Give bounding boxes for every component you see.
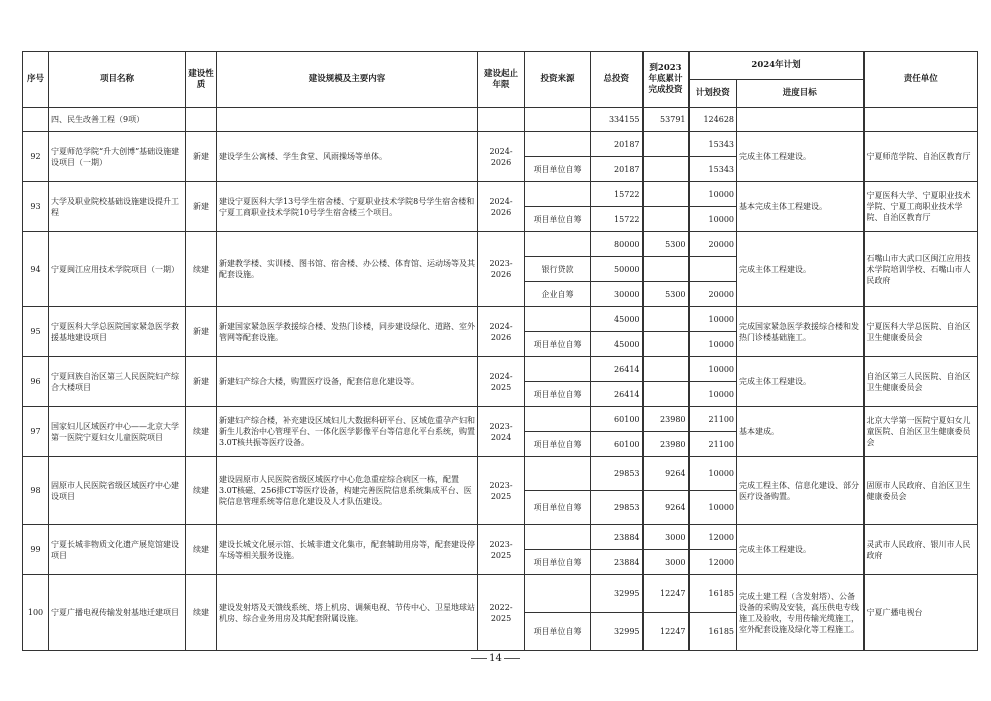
funding-source: 银行贷款 [525, 257, 591, 282]
funding-source [525, 232, 591, 257]
progress-target: 完成土建工程（含发射塔）、公备设备的采购及安装，高压供电专线施工及验收，专用传输光缆施工，室外配套设施及绿化等工程施工。 [737, 575, 864, 651]
total-investment: 30000 [591, 282, 643, 307]
plan-investment: 10000 [689, 457, 737, 491]
plan-investment: 20000 [689, 282, 737, 307]
project-seq: 92 [23, 132, 49, 182]
total-investment: 20187 [591, 157, 643, 182]
table-row [23, 132, 978, 157]
funding-source: 项目单位自筹 [525, 207, 591, 232]
cumulative-investment [643, 182, 689, 207]
cumulative-investment [643, 207, 689, 232]
total-investment: 26414 [591, 382, 643, 407]
project-seq: 100 [23, 575, 49, 651]
funding-source: 项目单位自筹 [525, 432, 591, 457]
progress-target: 基本建成。 [737, 407, 864, 457]
cumulative-investment [643, 307, 689, 332]
table-row [23, 525, 978, 550]
project-period: 2024-2026 [478, 182, 525, 232]
project-period: 2024-2026 [478, 132, 525, 182]
cumulative-investment [643, 132, 689, 157]
plan-investment [689, 257, 737, 282]
section-title: 四、民生改善工程（9项） [49, 108, 186, 132]
table-row [23, 575, 978, 613]
funding-source [525, 357, 591, 382]
cumulative-investment: 12247 [643, 613, 689, 651]
project-seq: 97 [23, 407, 49, 457]
plan-investment: 16185 [689, 613, 737, 651]
cumulative-investment: 3000 [643, 550, 689, 575]
plan-investment: 10000 [689, 207, 737, 232]
section-plan: 124628 [689, 108, 737, 132]
total-investment: 29853 [591, 491, 643, 525]
header-name: 项目名称 [49, 52, 186, 108]
project-name: 宁夏回族自治区第三人民医院妇产综合大楼项目 [49, 357, 186, 407]
project-nature: 续建 [186, 407, 217, 457]
cumulative-investment [643, 257, 689, 282]
table-row [23, 407, 978, 432]
table-row [23, 357, 978, 382]
cumulative-investment: 9264 [643, 457, 689, 491]
project-nature: 续建 [186, 232, 217, 307]
total-investment: 32995 [591, 575, 643, 613]
header-plan-group: 2024年计划 [689, 52, 864, 80]
project-nature: 续建 [186, 525, 217, 575]
total-investment: 23884 [591, 525, 643, 550]
plan-investment: 10000 [689, 182, 737, 207]
funding-source [525, 525, 591, 550]
funding-source [525, 307, 591, 332]
progress-target: 完成主体工程建设。 [737, 525, 864, 575]
cumulative-investment: 12247 [643, 575, 689, 613]
plan-investment: 10000 [689, 357, 737, 382]
responsible-unit: 北京大学第一医院宁夏妇女儿童医院、自治区卫生健康委员会 [864, 407, 978, 457]
funding-source [525, 407, 591, 432]
total-investment: 23884 [591, 550, 643, 575]
total-investment: 80000 [591, 232, 643, 257]
project-period: 2023-2024 [478, 407, 525, 457]
project-period: 2023-2026 [478, 232, 525, 307]
section-total: 334155 [591, 108, 643, 132]
project-seq: 95 [23, 307, 49, 357]
project-nature: 新建 [186, 357, 217, 407]
plan-investment: 10000 [689, 382, 737, 407]
project-name: 宁夏师范学院“升大创博”基础设施建设项目（一期） [49, 132, 186, 182]
header-source: 投资来源 [525, 52, 591, 108]
cumulative-investment: 23980 [643, 432, 689, 457]
responsible-unit: 宁夏医科大学、宁夏职业技术学院、宁夏工商职业技术学院、自治区教育厅 [864, 182, 978, 232]
total-investment: 50000 [591, 257, 643, 282]
total-investment: 26414 [591, 357, 643, 382]
total-investment: 45000 [591, 307, 643, 332]
page-number: 14 [489, 653, 502, 664]
plan-investment: 21100 [689, 407, 737, 432]
header-content: 建设规模及主要内容 [217, 52, 478, 108]
section-row [23, 108, 978, 132]
table-row [23, 307, 978, 332]
cumulative-investment: 5300 [643, 232, 689, 257]
cumulative-investment [643, 157, 689, 182]
page-footer [0, 653, 991, 664]
cumulative-investment: 3000 [643, 525, 689, 550]
section-cumulative: 53791 [643, 108, 689, 132]
project-content: 建设学生公寓楼、学生食堂、风雨操场等单体。 [217, 132, 478, 182]
responsible-unit: 宁夏广播电视台 [864, 575, 978, 651]
total-investment: 60100 [591, 432, 643, 457]
plan-investment: 10000 [689, 307, 737, 332]
plan-investment: 10000 [689, 491, 737, 525]
project-nature: 新建 [186, 132, 217, 182]
project-content: 新建教学楼、实训楼、图书馆、宿舍楼、办公楼、体育馆、运动场等及其配套设施。 [217, 232, 478, 307]
project-name: 宁夏医科大学总医院国家紧急医学救援基地建设项目 [49, 307, 186, 357]
table-row [23, 232, 978, 257]
responsible-unit: 宁夏师范学院、自治区教育厅 [864, 132, 978, 182]
project-nature: 新建 [186, 182, 217, 232]
funding-source [525, 132, 591, 157]
cumulative-investment: 5300 [643, 282, 689, 307]
responsible-unit: 固原市人民政府、自治区卫生健康委员会 [864, 457, 978, 525]
project-nature: 续建 [186, 575, 217, 651]
progress-target: 完成工程主体、信息化建设、部分医疗设备购置。 [737, 457, 864, 525]
table-row [23, 182, 978, 207]
funding-source: 项目单位自筹 [525, 550, 591, 575]
table-row [23, 457, 978, 491]
project-content: 建设宁夏医科大学13号学生宿舍楼、宁夏职业技术学院8号学生宿舍楼和宁夏工商职业技术学院10号学生宿舍楼三个项目。 [217, 182, 478, 232]
plan-investment: 10000 [689, 332, 737, 357]
project-content: 建设长城文化展示馆、长城非遗文化集市，配套辅助用房等，配套建设停车场等相关服务设施。 [217, 525, 478, 575]
project-name: 国家妇儿区域医疗中心——北京大学第一医院宁夏妇女儿童医院项目 [49, 407, 186, 457]
project-seq: 93 [23, 182, 49, 232]
project-table [22, 51, 978, 651]
project-name: 固原市人民医院省级区域医疗中心建设项目 [49, 457, 186, 525]
progress-target: 完成国家紧急医学救援综合楼和发热门诊楼基础施工。 [737, 307, 864, 357]
responsible-unit: 石嘴山市大武口区闽江应用技术学院培训学校、石嘴山市人民政府 [864, 232, 978, 307]
project-period: 2023-2025 [478, 457, 525, 525]
total-investment: 32995 [591, 613, 643, 651]
project-name: 宁夏闽江应用技术学院项目（一期） [49, 232, 186, 307]
header-total: 总投资 [591, 52, 643, 108]
responsible-unit: 灵武市人民政府、银川市人民政府 [864, 525, 978, 575]
plan-investment: 12000 [689, 550, 737, 575]
project-name: 宁夏长城非物质文化遗产展览馆建设项目 [49, 525, 186, 575]
funding-source: 企业自筹 [525, 282, 591, 307]
cumulative-investment [643, 357, 689, 382]
funding-source: 项目单位自筹 [525, 157, 591, 182]
project-seq: 98 [23, 457, 49, 525]
funding-source: 项目单位自筹 [525, 491, 591, 525]
header-cumulative: 到2023年底累计完成投资 [643, 52, 689, 108]
project-period: 2024-2025 [478, 357, 525, 407]
header-unit: 责任单位 [864, 52, 978, 108]
funding-source: 项目单位自筹 [525, 613, 591, 651]
plan-investment: 16185 [689, 575, 737, 613]
funding-source: 项目单位自筹 [525, 382, 591, 407]
plan-investment: 21100 [689, 432, 737, 457]
header-period: 建设起止年限 [478, 52, 525, 108]
progress-target: 完成主体工程建设。 [737, 232, 864, 307]
progress-target: 完成主体工程建设。 [737, 357, 864, 407]
plan-investment: 15343 [689, 132, 737, 157]
project-name: 宁夏广播电视传输发射基地迁建项目 [49, 575, 186, 651]
header-plan-invest: 计划投资 [689, 80, 737, 108]
total-investment: 29853 [591, 457, 643, 491]
project-seq: 96 [23, 357, 49, 407]
responsible-unit: 宁夏医科大学总医院、自治区卫生健康委员会 [864, 307, 978, 357]
cumulative-investment [643, 332, 689, 357]
total-investment: 20187 [591, 132, 643, 157]
project-seq: 99 [23, 525, 49, 575]
total-investment: 45000 [591, 332, 643, 357]
funding-source [525, 182, 591, 207]
cumulative-investment: 9264 [643, 491, 689, 525]
project-nature: 新建 [186, 307, 217, 357]
project-period: 2022-2025 [478, 575, 525, 651]
project-content: 建设发射塔及天馈线系统、塔上机房、调频电视、节传中心、卫星地球站机房、综合业务用房及其配套附属设施。 [217, 575, 478, 651]
plan-investment: 12000 [689, 525, 737, 550]
project-nature: 续建 [186, 457, 217, 525]
plan-investment: 20000 [689, 232, 737, 257]
project-content: 新建国家紧急医学救援综合楼、发热门诊楼，同步建设绿化、道路、室外管网等配套设施。 [217, 307, 478, 357]
cumulative-investment [643, 382, 689, 407]
responsible-unit: 自治区第三人民医院、自治区卫生健康委员会 [864, 357, 978, 407]
total-investment: 60100 [591, 407, 643, 432]
funding-source [525, 457, 591, 491]
funding-source [525, 575, 591, 613]
header-nature: 建设性质 [186, 52, 217, 108]
header-progress: 进度目标 [737, 80, 864, 108]
project-content: 新建妇产综合大楼，购置医疗设备，配套信息化建设等。 [217, 357, 478, 407]
project-content: 新建妇产综合楼，补充建设区域妇儿大数据科研平台、区域危重孕产妇和新生儿救治中心管理平台、一体化医学影像平台等信息化平台系统，购置3.0T核共振等医疗设备。 [217, 407, 478, 457]
project-period: 2023-2025 [478, 525, 525, 575]
project-seq: 94 [23, 232, 49, 307]
funding-source: 项目单位自筹 [525, 332, 591, 357]
project-name: 大学及职业院校基础设施建设提升工程 [49, 182, 186, 232]
project-period: 2024-2026 [478, 307, 525, 357]
header-seq: 序号 [23, 52, 49, 108]
total-investment: 15722 [591, 182, 643, 207]
progress-target: 基本完成主体工程建设。 [737, 182, 864, 232]
plan-investment: 15343 [689, 157, 737, 182]
progress-target: 完成主体工程建设。 [737, 132, 864, 182]
total-investment: 15722 [591, 207, 643, 232]
project-content: 建设固原市人民医院省级区域医疗中心危急重症综合病区一栋，配置3.0T核磁、256排CT等医疗设备，构建完善医院信息系统集成平台、医院信息管理系统等信息化建设及人才队伍建设。 [217, 457, 478, 525]
cumulative-investment: 23980 [643, 407, 689, 432]
